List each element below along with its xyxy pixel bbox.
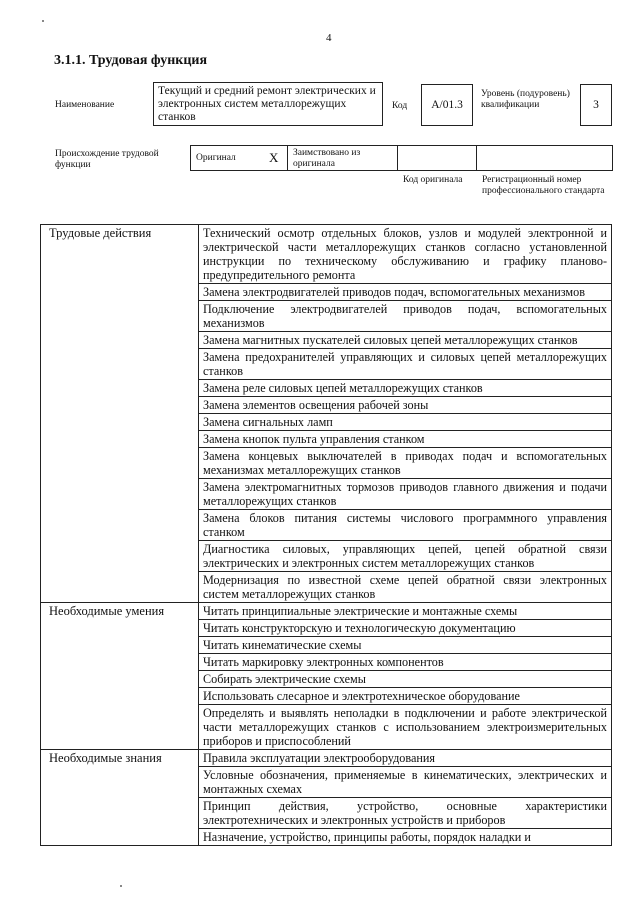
item-cell: Читать кинематические схемы — [199, 637, 612, 654]
category-cell: Необходимые умения — [41, 603, 199, 750]
level-value: 3 — [593, 98, 599, 111]
item-cell: Принцип действия, устройство, основные характеристики электротехнических и электронных устройств и приборов — [199, 798, 612, 829]
code-value: A/01.3 — [431, 98, 463, 111]
table-row — [41, 750, 612, 767]
item-cell: Замена электродвигателей приводов подач, вспомогательных механизмов — [199, 284, 612, 301]
item-cell: Собирать электрические схемы — [199, 671, 612, 688]
item-cell: Правила эксплуатации электрооборудования — [199, 750, 612, 767]
item-cell: Замена концевых выключателей в приводах подач и вспомогательных механизмах металлорежущих станков — [199, 448, 612, 479]
item-cell: Диагностика силовых, управляющих цепей, цепей обратной связи электрических и электронных систем металлорежущих станков — [199, 541, 612, 572]
item-cell: Назначение, устройство, принципы работы, порядок наладки и — [199, 829, 612, 846]
section-title: 3.1.1. Трудовая функция — [54, 53, 208, 68]
item-cell: Читать принципиальные электрические и монтажные схемы — [199, 603, 612, 620]
level-value-box — [580, 84, 612, 126]
name-value: Текущий и средний ремонт электрических и электронных систем металлорежущих станков — [158, 85, 376, 123]
page-number: 4 — [326, 32, 332, 44]
code-original-label: Код оригинала — [403, 175, 463, 185]
code-value-box — [421, 84, 473, 126]
item-cell: Замена блоков питания системы числового программного управления станком — [199, 510, 612, 541]
original-mark: X — [269, 150, 279, 165]
name-label: Наименование — [55, 100, 115, 110]
reg-number-label: Регистрационный номер профессионального стандарта — [482, 175, 605, 196]
category-cell: Трудовые действия — [41, 225, 199, 603]
item-cell: Замена элементов освещения рабочей зоны — [199, 397, 612, 414]
table-row — [41, 225, 612, 284]
item-cell: Модернизация по известной схеме цепей обратной связи электронных систем металлорежущих станков — [199, 572, 612, 603]
item-cell: Подключение электродвигателей приводов подач, вспомогательных механизмов — [199, 301, 612, 332]
item-cell: Замена реле силовых цепей металлорежущих станков — [199, 380, 612, 397]
origin-row — [190, 145, 613, 171]
item-cell: Замена кнопок пульта управления станком — [199, 431, 612, 448]
item-cell: Замена магнитных пускателей силовых цепей металлорежущих станков — [199, 332, 612, 349]
origin-label: Происхождение трудовой функции — [55, 149, 159, 170]
code-label: Код — [392, 101, 408, 111]
item-cell: Определять и выявлять неполадки в подключении и работе электрической части металлорежущих станков с использованием электроизмерительных приборов и приспособлений — [199, 705, 612, 750]
item-cell: Условные обозначения, применяемые в кинематических, электрических и монтажных схемах — [199, 767, 612, 798]
item-cell: Читать конструкторскую и технологическую документацию — [199, 620, 612, 637]
table-row — [41, 603, 612, 620]
item-cell: Замена предохранителей управляющих и силовых цепей металлорежущих станков — [199, 349, 612, 380]
name-value-box — [153, 82, 383, 126]
borrowed-label: Заимствовано из оригинала — [293, 148, 361, 169]
original-label: Оригинал — [196, 153, 236, 163]
level-label: Уровень (подуровень) квалификации — [481, 89, 570, 110]
item-cell: Замена сигнальных ламп — [199, 414, 612, 431]
item-cell: Технический осмотр отдельных блоков, узлов и модулей электронной и электрической части металлорежущих станков согласно установленной инструкции по техническому обслуживанию и графику планово-предупредительного ремонта — [199, 225, 612, 284]
item-cell: Читать маркировку электронных компонентов — [199, 654, 612, 671]
item-cell: Замена электромагнитных тормозов приводов главного движения и подачи металлорежущих станков — [199, 479, 612, 510]
item-cell: Использовать слесарное и электротехническое оборудование — [199, 688, 612, 705]
labor-function-table — [40, 224, 612, 846]
category-cell: Необходимые знания — [41, 750, 199, 846]
